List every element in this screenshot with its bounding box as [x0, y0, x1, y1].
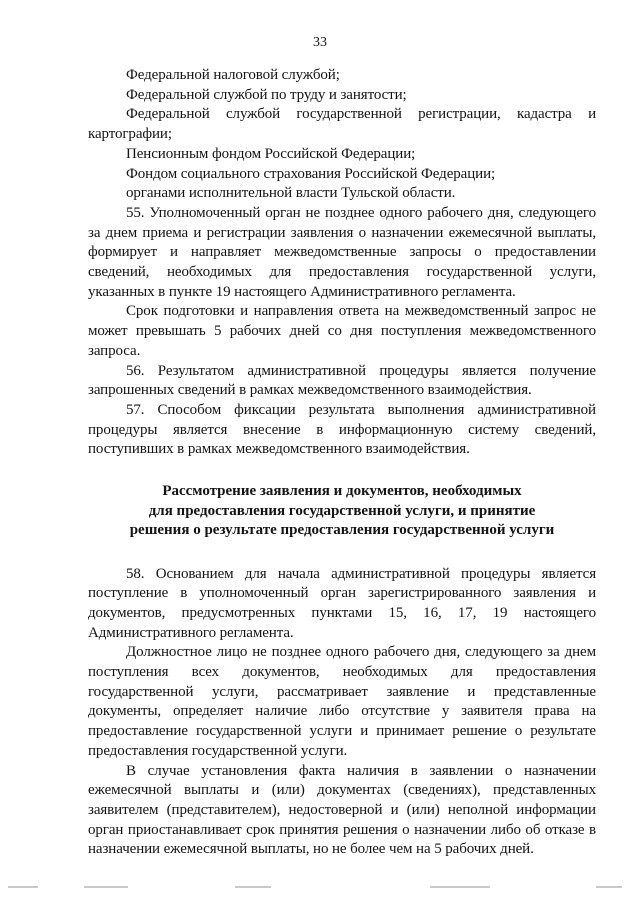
paragraph-56: 56. Результатом административной процедуры является получение запрошенных сведений в рамках межведомственного взаимодействия.: [88, 362, 596, 399]
heading-line: для предоставления государственной услуги, и принятие: [148, 502, 536, 519]
page-number: 33: [313, 35, 327, 50]
section-heading: [88, 482, 596, 541]
scan-artifact: [84, 886, 128, 888]
paragraph-55: 55. Уполномоченный орган не позднее одного рабочего дня, следующего за днем приема и регистрации заявления о назначении ежемесячной выплаты, формирует и направляет межведомственные запросы о предоставлении сведений, необходимых для предоставления государственной услуги, указанных в пункте 19 настоящего Административного регламента.: [88, 204, 596, 300]
paragraphs-bottom: [88, 565, 596, 861]
paragraph: Федеральной службой государственной регистрации, кадастра и картографии;: [88, 106, 596, 143]
scan-footer-artifacts: [0, 884, 640, 890]
document-body: [88, 66, 596, 860]
paragraph: Пенсионным фондом Российской Федерации;: [126, 145, 416, 162]
scan-artifact: [430, 886, 490, 888]
paragraph: Должностное лицо не позднее одного рабочего дня, следующего за днем поступления всех документов, необходимых для предоставления государственной услуги, рассматривает заявление и представленные документы, определяет наличие либо отсутствие у заявителя права на предоставление государственной услуги и принимает решение о результате предоставления государственной услуги.: [88, 644, 596, 759]
paragraph-58: 58. Основанием для начала административной процедуры является поступление в уполномоченный орган зарегистрированного заявления и документов, предусмотренных пунктами 15, 16, 17, 19 настоящего Административного регламента.: [88, 565, 596, 641]
heading-line: решения о результате предоставления государственной услуги: [129, 522, 555, 539]
paragraph: органами исполнительной власти Тульской области.: [126, 185, 456, 202]
paragraph: В случае установления факта наличия в заявлении о назначении ежемесячной выплаты и (или) документах (сведениях), представленных заявителем (представителем), недостоверной и (или) неполной информации орган приостанавливает срок принятия решения о назначении либо об отказе в назначении ежемесячной выплаты, но не более чем на 5 рабочих дней.: [88, 762, 596, 858]
paragraph: Срок подготовки и направления ответа на межведомственный запрос не может превышать 5 рабочих дней со дня поступления межведомственного запроса.: [88, 303, 596, 359]
heading-line: Рассмотрение заявления и документов, необходимых: [162, 483, 522, 500]
paragraph: Фондом социального страхования Российской Федерации;: [126, 165, 496, 182]
scan-artifact: [596, 886, 622, 888]
paragraph: Федеральной службой по труду и занятости;: [126, 86, 407, 103]
paragraphs-top: [88, 66, 596, 460]
scan-artifact: [235, 886, 271, 888]
scan-artifact: [8, 886, 38, 888]
paragraph-57: 57. Способом фиксации результата выполнения административной процедуры является внесение в информационную систему сведений, поступивших в рамках межведомственного взаимодействия.: [88, 401, 596, 458]
paragraph: Федеральной налоговой службой;: [126, 67, 340, 83]
